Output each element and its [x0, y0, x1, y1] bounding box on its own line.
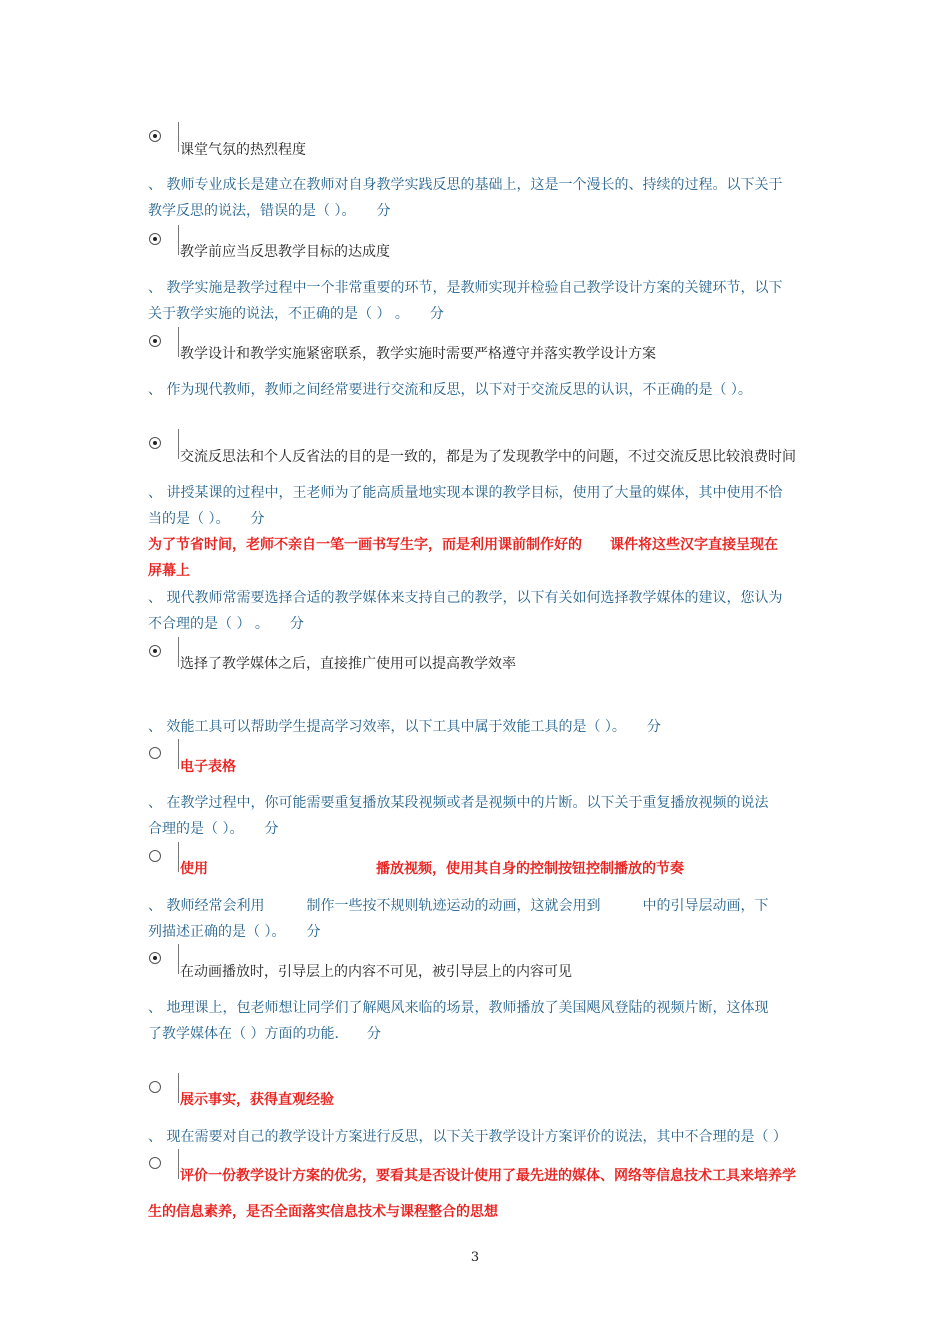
radio-button[interactable]: [149, 850, 161, 862]
radio-button[interactable]: [149, 1081, 161, 1093]
radio-button[interactable]: [149, 1157, 161, 1169]
field-divider: [178, 739, 179, 769]
question-text: 、 现代教师常需要选择合适的教学媒体来支持自己的教学，以下有关如何选择教学媒体的建议，您认为: [148, 590, 783, 606]
field-divider: [178, 1073, 179, 1103]
question-text: 、 教师经常会利用 制作一些按不规则轨迹运动的动画，这就会用到 中的引导层动画，下: [148, 898, 769, 914]
answer-text: 课堂气氛的热烈程度: [180, 142, 306, 158]
question-text: 、 教师专业成长是建立在教师对自身教学实践反思的基础上，这是一个漫长的、持续的过程。以下关于: [148, 177, 783, 193]
answer-text: 在动画播放时，引导层上的内容不可见，被引导层上的内容可见: [180, 964, 572, 980]
question-text: 不合理的是（ ） 。 分: [148, 616, 304, 632]
answer-text: 教学前应当反思教学目标的达成度: [180, 244, 390, 260]
answer-text: 展示事实，获得直观经验: [180, 1092, 334, 1108]
question-text: 、 效能工具可以帮助学生提高学习效率，以下工具中属于效能工具的是（ ）。 分: [148, 719, 661, 735]
radio-button-selected[interactable]: [149, 233, 161, 245]
question-text: 、 教学实施是教学过程中一个非常重要的环节，是教师实现并检验自己教学设计方案的关键环节，以下: [148, 280, 783, 296]
question-text: 了教学媒体在（ ）方面的功能. 分: [148, 1026, 381, 1042]
question-text: 、 作为现代教师，教师之间经常要进行交流和反思，以下对于交流反思的认识，不正确的是（ ）。: [148, 382, 752, 398]
question-text: 合理的是（ ）。 分: [148, 821, 279, 837]
radio-button-selected[interactable]: [149, 335, 161, 347]
question-text: 关于教学实施的说法，不正确的是（ ） 。 分: [148, 306, 444, 322]
field-divider: [178, 327, 179, 357]
answer-text: 使用 播放视频，使用其自身的控制按钮控制播放的节奏: [180, 861, 684, 877]
field-divider: [178, 637, 179, 667]
field-divider: [178, 429, 179, 459]
page-number: 3: [470, 1250, 480, 1265]
question-text: 、 在教学过程中，你可能需要重复播放某段视频或者是视频中的片断。以下关于重复播放视频的说法: [148, 795, 769, 811]
answer-text: 教学设计和教学实施紧密联系，教学实施时需要严格遵守并落实教学设计方案: [180, 346, 656, 362]
answer-text: 为了节省时间，老师不亲自一笔一画书写生字，而是利用课前制作好的 课件将这些汉字直接呈现在: [148, 537, 778, 553]
answer-text: 评价一份教学设计方案的优劣，要看其是否设计使用了最先进的媒体、网络等信息技术工具来培养学: [180, 1168, 796, 1184]
question-text: 、 讲授某课的过程中，王老师为了能高质量地实现本课的教学目标，使用了大量的媒体，其中使用不恰: [148, 485, 783, 501]
field-divider: [178, 225, 179, 255]
question-text: 教学反思的说法，错误的是（ ）。 分: [148, 203, 391, 219]
question-text: 当的是（ ）。 分: [148, 511, 265, 527]
question-text: 、 现在需要对自己的教学设计方案进行反思，以下关于教学设计方案评价的说法，其中不合理的是（ ）: [148, 1129, 787, 1145]
question-text: 、 地理课上，包老师想让同学们了解飓风来临的场景，教师播放了美国飓风登陆的视频片断，这体现: [148, 1000, 769, 1016]
answer-text: 交流反思法和个人反省法的目的是一致的，都是为了发现教学中的问题，不过交流反思比较浪费时间: [180, 449, 796, 465]
radio-button-selected[interactable]: [149, 130, 161, 142]
answer-text: 电子表格: [180, 759, 236, 775]
radio-button[interactable]: [149, 747, 161, 759]
field-divider: [178, 944, 179, 974]
field-divider: [178, 1149, 179, 1179]
question-text: 列描述正确的是（ ）。 分: [148, 924, 321, 940]
radio-button-selected[interactable]: [149, 645, 161, 657]
radio-button-selected[interactable]: [149, 952, 161, 964]
answer-text: 生的信息素养，是否全面落实信息技术与课程整合的思想: [148, 1204, 498, 1220]
radio-button-selected[interactable]: [149, 437, 161, 449]
field-divider: [178, 842, 179, 872]
answer-text: 选择了教学媒体之后，直接推广使用可以提高教学效率: [180, 656, 516, 672]
answer-text: 屏幕上: [148, 563, 190, 579]
field-divider: [178, 122, 179, 152]
